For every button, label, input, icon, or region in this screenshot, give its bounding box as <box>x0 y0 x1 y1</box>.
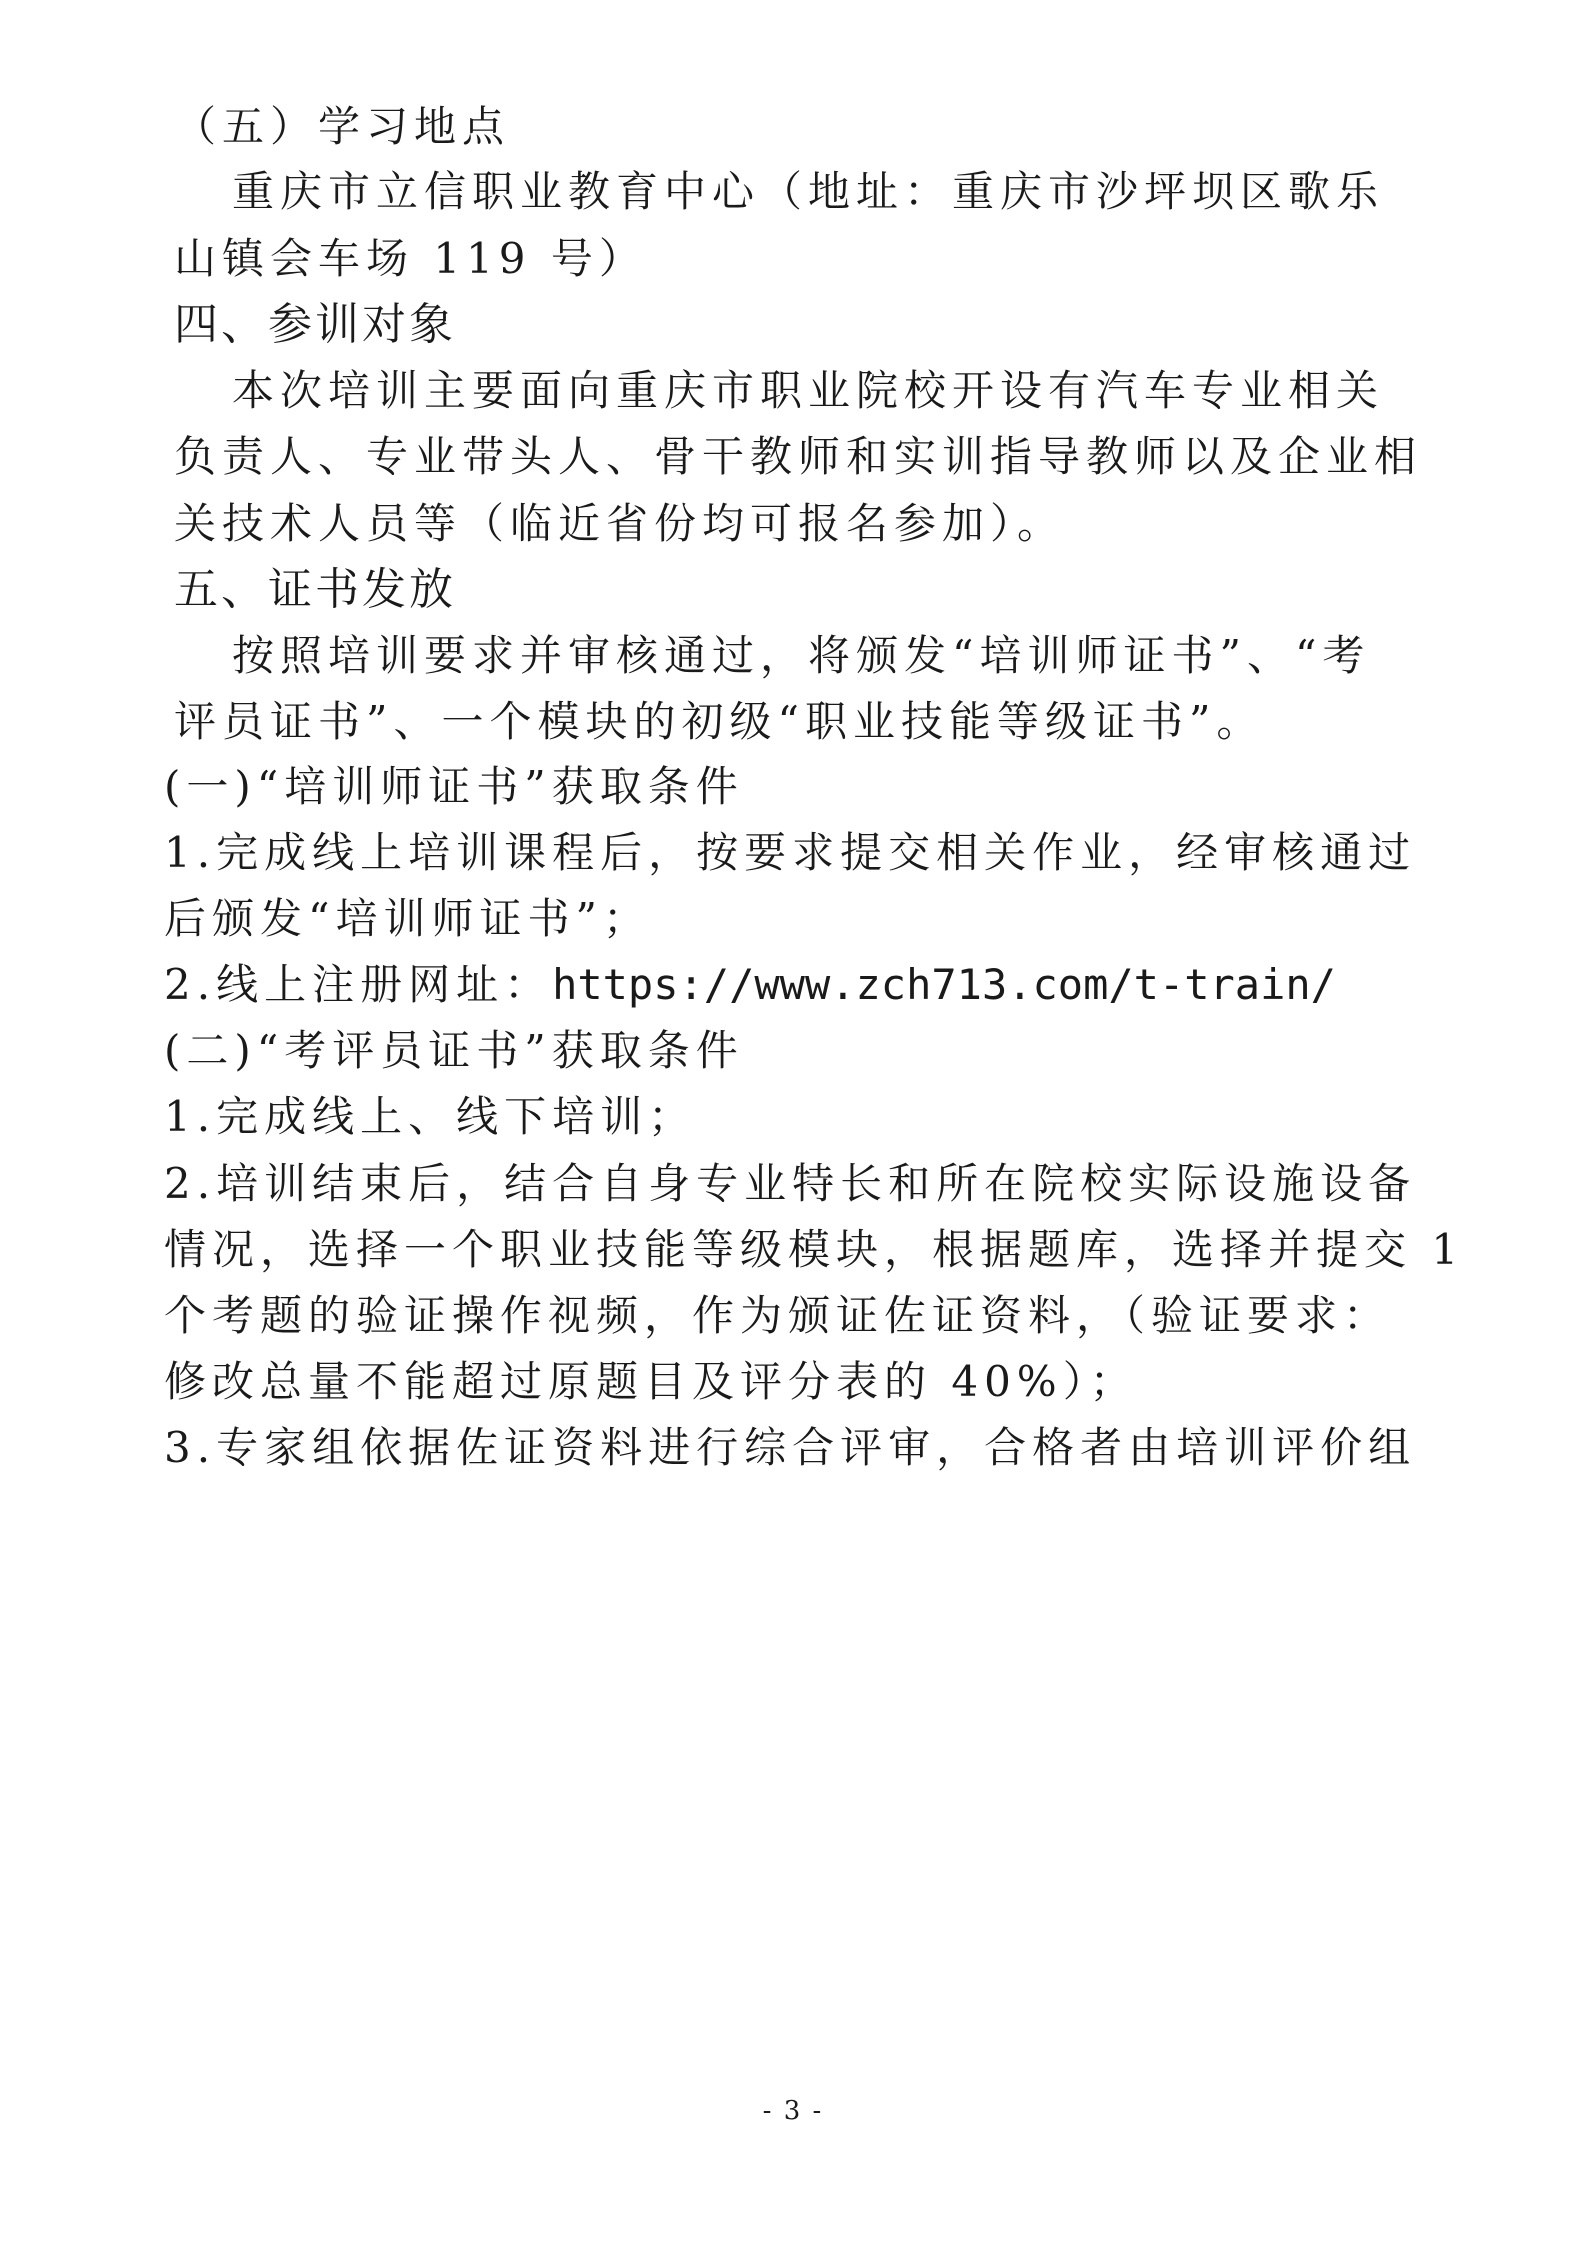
subsection-5-heading: （五）学习地点 <box>174 102 511 151</box>
examiner-item-1: 1.完成线上、线下培训； <box>164 1092 697 1141</box>
page-number: - 3 - <box>762 2096 824 2126</box>
subsection-1-heading: (一)“培训师证书”获取条件 <box>164 762 744 811</box>
participants-line-3: 关技术人员等（临近省份均可报名参加）。 <box>174 499 1066 548</box>
location-line-2: 山镇会车场 119 号） <box>174 234 647 283</box>
examiner-item-3-line-1: 3.专家组依据佐证资料进行综合评审，合格者由培训评价组 <box>164 1423 1417 1472</box>
examiner-item-2-line-4: 修改总量不能超过原题目及评分表的 40%）； <box>164 1357 1138 1406</box>
participants-line-2: 负责人、专业带头人、骨干教师和实训指导教师以及企业相 <box>174 432 1423 481</box>
examiner-item-2-line-2: 情况，选择一个职业技能等级模块，根据题库，选择并提交 1 <box>164 1225 1465 1274</box>
examiner-item-2-line-1: 2.培训结束后，结合自身专业特长和所在院校实际设施设备 <box>164 1159 1417 1208</box>
trainer-item-1-line-2: 后颁发“培训师证书”； <box>164 894 651 943</box>
participants-line-1: 本次培训主要面向重庆市职业院校开设有汽车专业相关 <box>232 366 1385 415</box>
examiner-item-2-line-3: 个考题的验证操作视频，作为颁证佐证资料，（验证要求： <box>164 1291 1392 1340</box>
registration-label: 2.线上注册网址： <box>164 960 553 1009</box>
certificate-line-2: 评员证书”、一个模块的初级“职业技能等级证书”。 <box>174 697 1265 746</box>
location-line-1: 重庆市立信职业教育中心（地址：重庆市沙坪坝区歌乐 <box>232 167 1385 216</box>
certificate-line-1: 按照培训要求并审核通过，将颁发“培训师证书”、“考 <box>232 631 1371 680</box>
section-4-heading: 四、参训对象 <box>174 299 456 350</box>
trainer-item-1-line-1: 1.完成线上培训课程后，按要求提交相关作业，经审核通过 <box>164 828 1417 877</box>
section-5-heading: 五、证书发放 <box>174 564 456 615</box>
subsection-2-heading: (二)“考评员证书”获取条件 <box>164 1026 744 1075</box>
registration-url[interactable]: https://www.zch713.com/t-train/ <box>552 960 1336 1009</box>
trainer-item-2 <box>164 958 1336 1012</box>
